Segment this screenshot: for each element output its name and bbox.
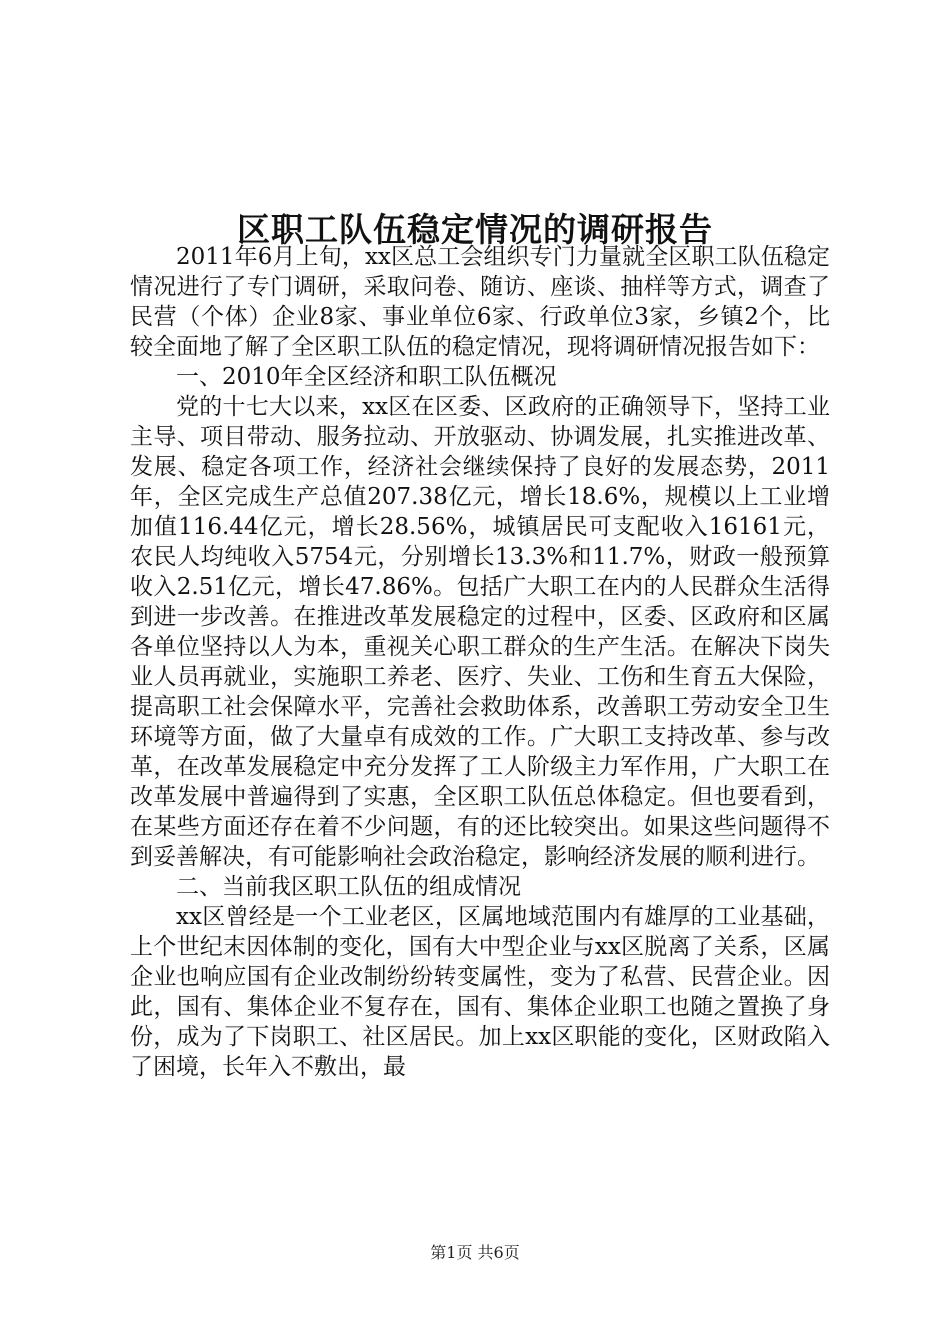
- page-title: 区职工队伍稳定情况的调研报告: [237, 210, 713, 250]
- section-1-heading: 一、2010年全区经济和职工队伍概况: [176, 364, 557, 390]
- section-2-heading: 二、当前我区职工队伍的组成情况: [176, 874, 521, 900]
- page-number-footer: 第1页 共6页: [430, 1243, 520, 1262]
- intro-paragraph: 2011年6月上旬，xx区总工会组织专门力量就全区职工队伍稳定情况进行了专门调研，采取问卷、随访、座谈、抽样等方式，调查了民营（个体）企业8家、事业单位6家、行政单位3家，乡镇2个，比较全面地了解了全区职工队伍的稳定情况，现将调研情况报告如下：: [130, 244, 830, 360]
- section-2-paragraph: xx区曾经是一个工业老区，区属地域范围内有雄厚的工业基础，上个世纪末因体制的变化，国有大中型企业与xx区脱离了关系，区属企业也响应国有企业改制纷纷转变属性，变为了私营、民营企业。因此，国有、集体企业不复存在，国有、集体企业职工也随之置换了身份，成为了下岗职工、社区居民。加上xx区职能的变化，区财政陷入了困境，长年入不敷出，最: [130, 904, 830, 1080]
- section-1-paragraph: 党的十七大以来，xx区在区委、区政府的正确领导下，坚持工业主导、项目带动、服务拉动、开放驱动、协调发展，扎实推进改革、发展、稳定各项工作，经济社会继续保持了良好的发展态势，2011年，全区完成生产总值207.38亿元，增长18.6%，规模以上工业增加值116.44亿元，增长28.56%，城镇居民可支配收入16161元，农民人均纯收入5754元，分别增长13.3%和11.7%，财政一般预算收入2.51亿元，增长47.86%。包括广大职工在内的人民群众生活得到进一步改善。在推进改革发展稳定的过程中，区委、区政府和区属各单位坚持以人为本，重视关心职工群众的生产生活。在解决下岗失业人员再就业，实施职工养老、医疗、失业、工伤和生育五大保险，提高职工社会保障水平，完善社会救助体系，改善职工劳动安全卫生环境等方面，做了大量卓有成效的工作。广大职工支持改革、参与改革，在改革发展稳定中充分发挥了工人阶级主力军作用，广大职工在改革发展中普遍得到了实惠，全区职工队伍总体稳定。但也要看到，在某些方面还存在着不少问题，有的还比较突出。如果这些问题得不到妥善解决，有可能影响社会政治稳定，影响经济发展的顺利进行。: [130, 394, 830, 870]
- document-body: [130, 242, 830, 1082]
